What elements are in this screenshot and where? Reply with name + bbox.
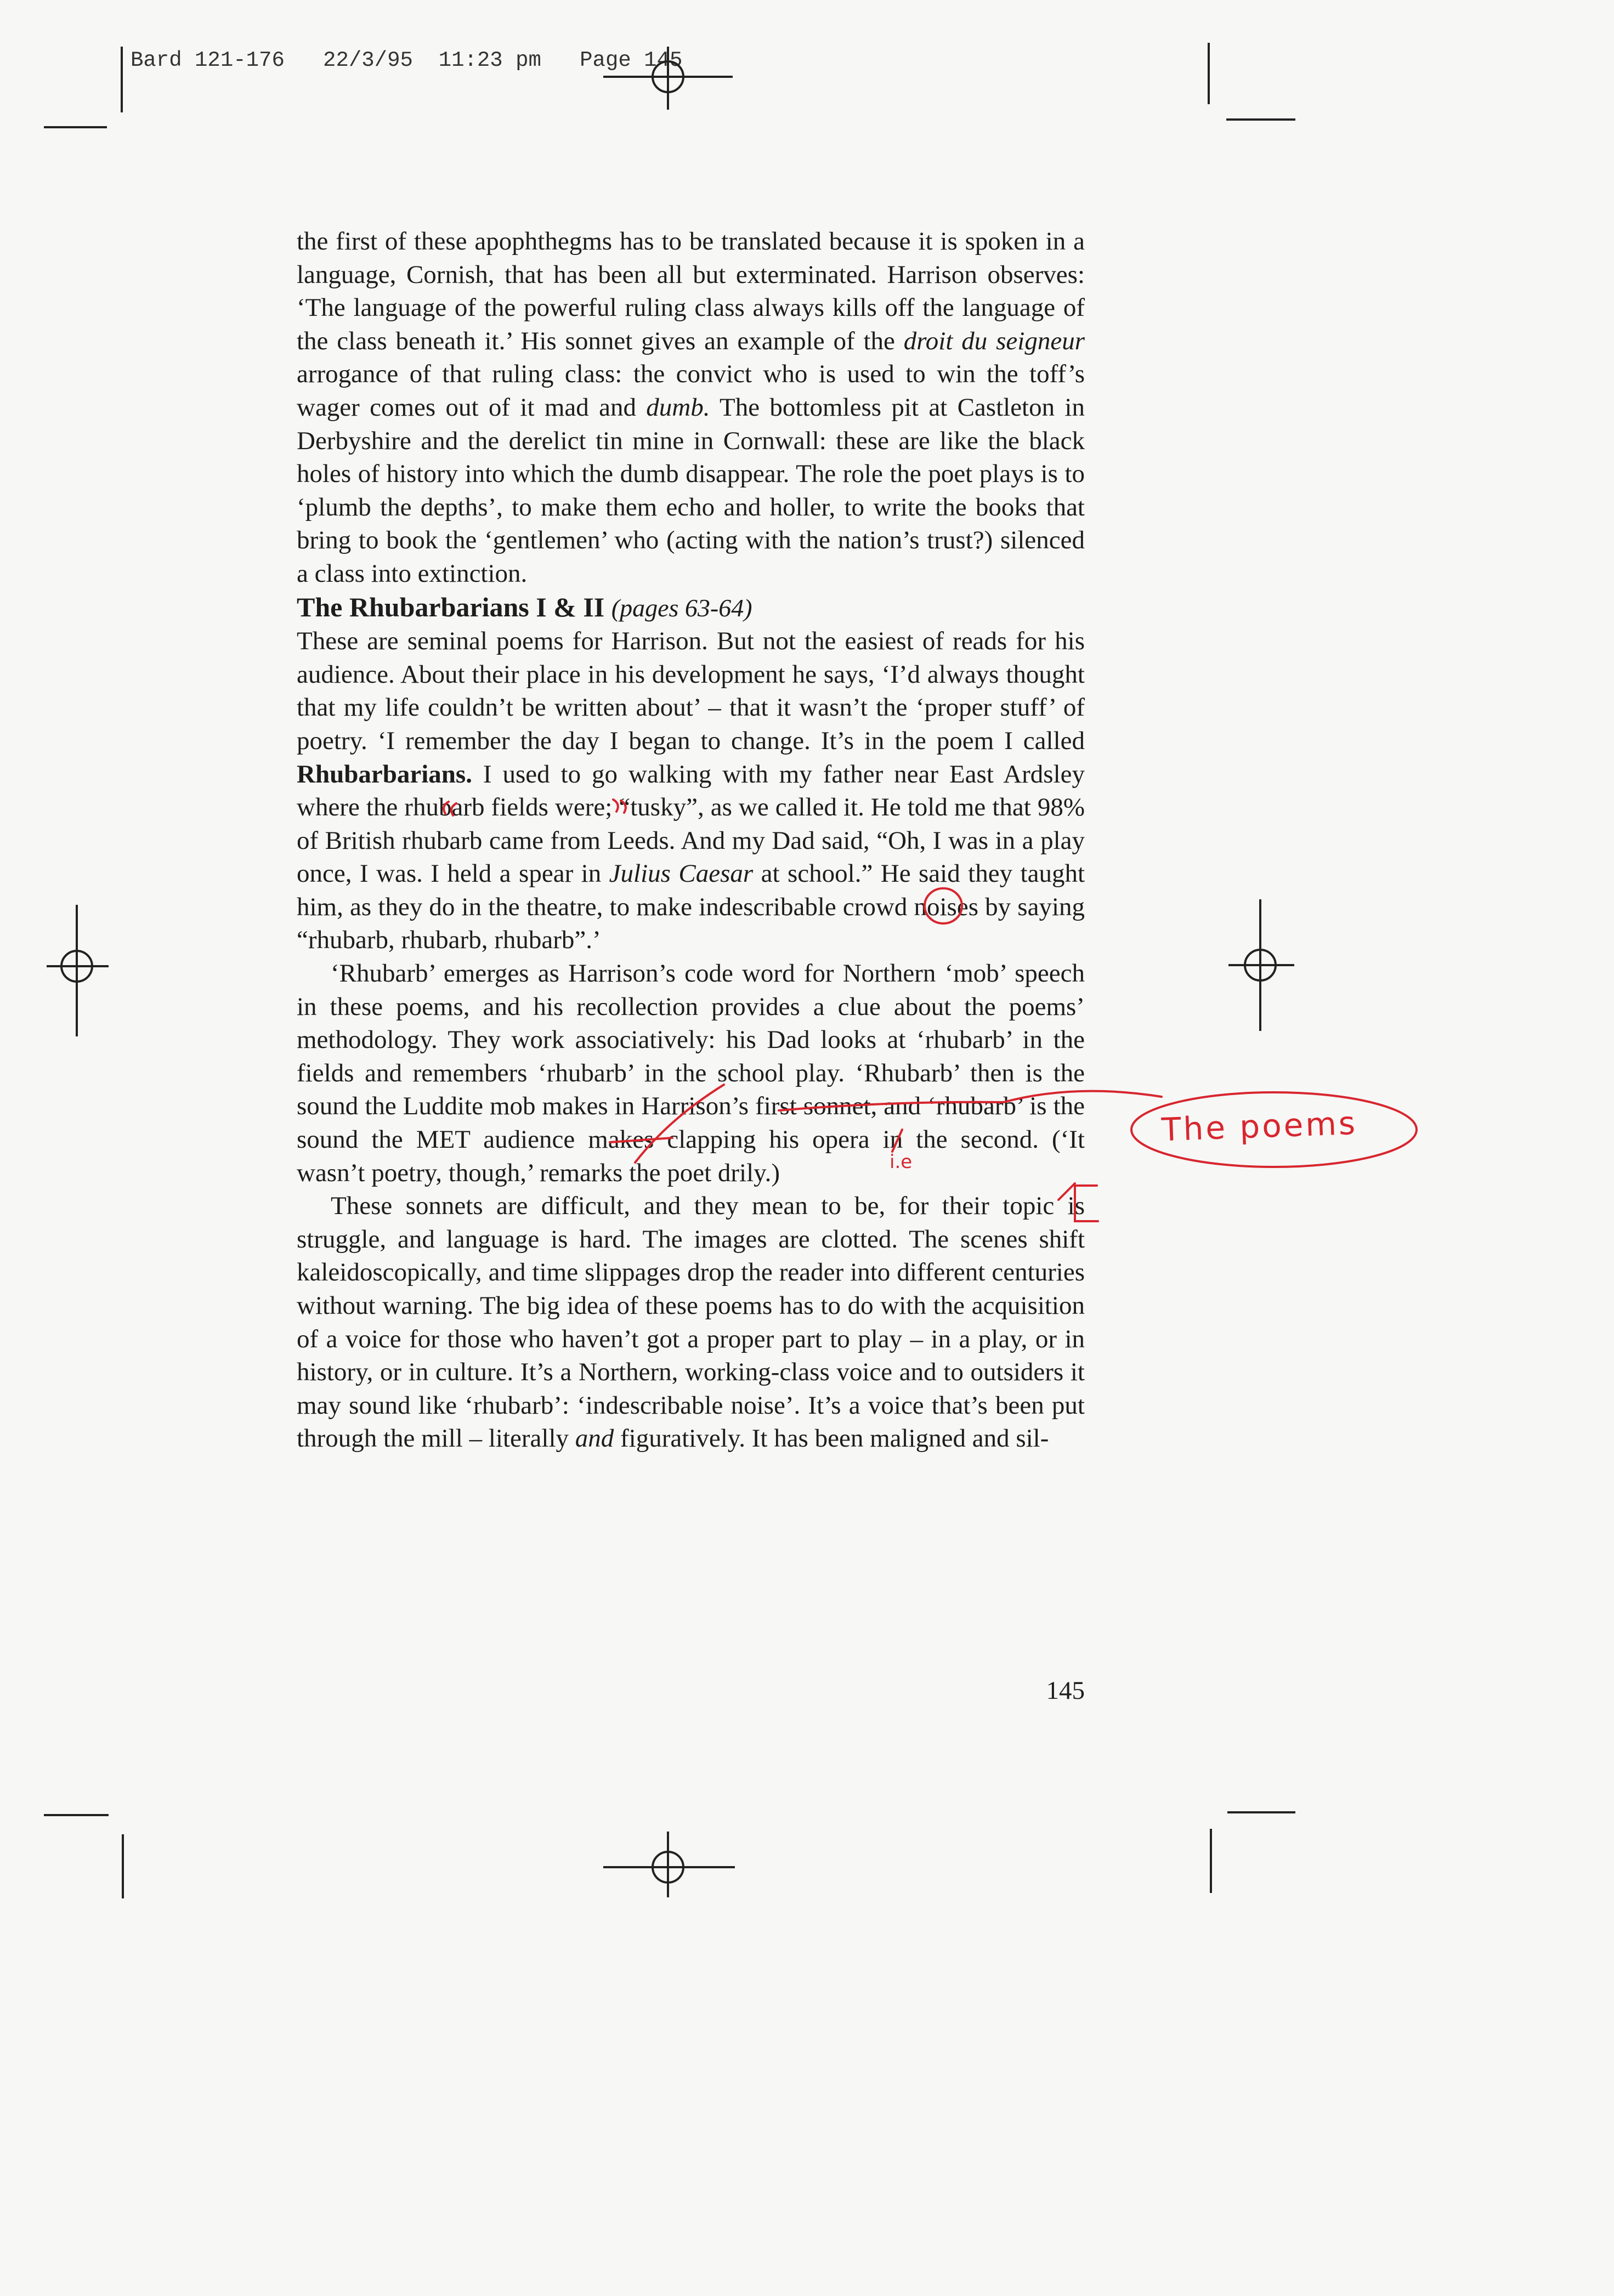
paragraph-3: ‘Rhubarb’ emerges as Harrison’s code word for Northern ‘mob’ speech in these poems, and his recollection provides a clue about the poems’ methodology. They work associatively: his Dad looks at ‘rhubarb’ in the fields and remembers ‘rhubarb’ in the school play. ‘Rhubarb’ then is the sound the Luddite mob makes in Harrison’s first sonnet, and ‘rhubarb’ is the sound the MET audience makes clapping his opera in the second. (‘It wasn’t poetry, though,’ remarks the poet drily.) [297,959,1085,1187]
section-heading: The Rhubarbarians I & II (pages 63-64) [297,591,752,622]
quote-mark-close [613,800,626,813]
margin-note: The poems [1160,1104,1358,1149]
paragraph-1: the first of these apophthegms has to be translated because it is spoken in a language, Cornish, that has been all but exterminated. Harrison observes: ‘The language of the powerful ruling class always kills off the language of the class beneath it.’ His sonnet gives an example of the droit du seigneur arrogance of that ruling class: the convict who is used to win the toff’s wager comes out of it mad and dumb. The bottomless pit at Castleton in Derbyshire and the derelict tin mine in Cornwall: these are like the black holes of history into which the dumb disappear. The role the poet plays is to ‘plumb the depths’, to make them echo and holler, to write the books that bring to book the ‘gentlemen’ who (acting with the nation’s trust?) silenced a class into extinction. [297,227,1085,588]
quote-mark-open [444,802,456,815]
strike-code-word [779,1091,1162,1110]
colon-mark [892,1130,902,1152]
page-number: 145 [1046,1676,1085,1705]
paragraph-2: These are seminal poems for Harrison. But not the easiest of reads for his audience. About their place in his development he says, ‘I’d always thought that my life couldn’t be written about’ – that it wasn’t the ‘proper stuff’ of poetry. ‘I remember the day I began to change. It’s in the poem I called Rhubarbarians. I used to go walking with my father near East Ardsley where the rhubarb fields were; “tusky”, as we called it. He told me that 98% of British rhubarb came from Leeds. And my Dad said, “Oh, I was in a play once, I was. I held a spear in Julius Caesar at school.” He said they taught him, as they do in the theatre, to make indescribable crowd noises by saying “rhubarb, rhubarb, rhubarb”.’ [297,627,1085,955]
slug-line: Bard 121-176 22/3/95 11:23 pm Page 145 [131,48,683,72]
hyphen-slash [1058,1183,1075,1200]
insert-mark-ie: i.e [890,1151,913,1173]
hyphen-bracket [1075,1186,1098,1221]
strike-they [610,1138,672,1142]
insert-caret [635,1085,724,1163]
percent-circle [925,888,962,923]
paragraph-4: These sonnets are difficult, and they mean to be, for their topic is struggle, and language is hard. The images are clotted. The scenes shift kaleidoscopically, and time slippages drop the reader into different centuries without warning. The big idea of these poems has to do with the acquisition of a voice for those who haven’t got a proper part to play – in a play, or in history, or in culture. It’s a Northern, working-class voice and to outsiders it may sound like ‘rhubarb’: ‘indescribable noise’. It’s a voice that’s been put through the mill – literally and figuratively. It has been maligned and sil- [297,1192,1085,1453]
